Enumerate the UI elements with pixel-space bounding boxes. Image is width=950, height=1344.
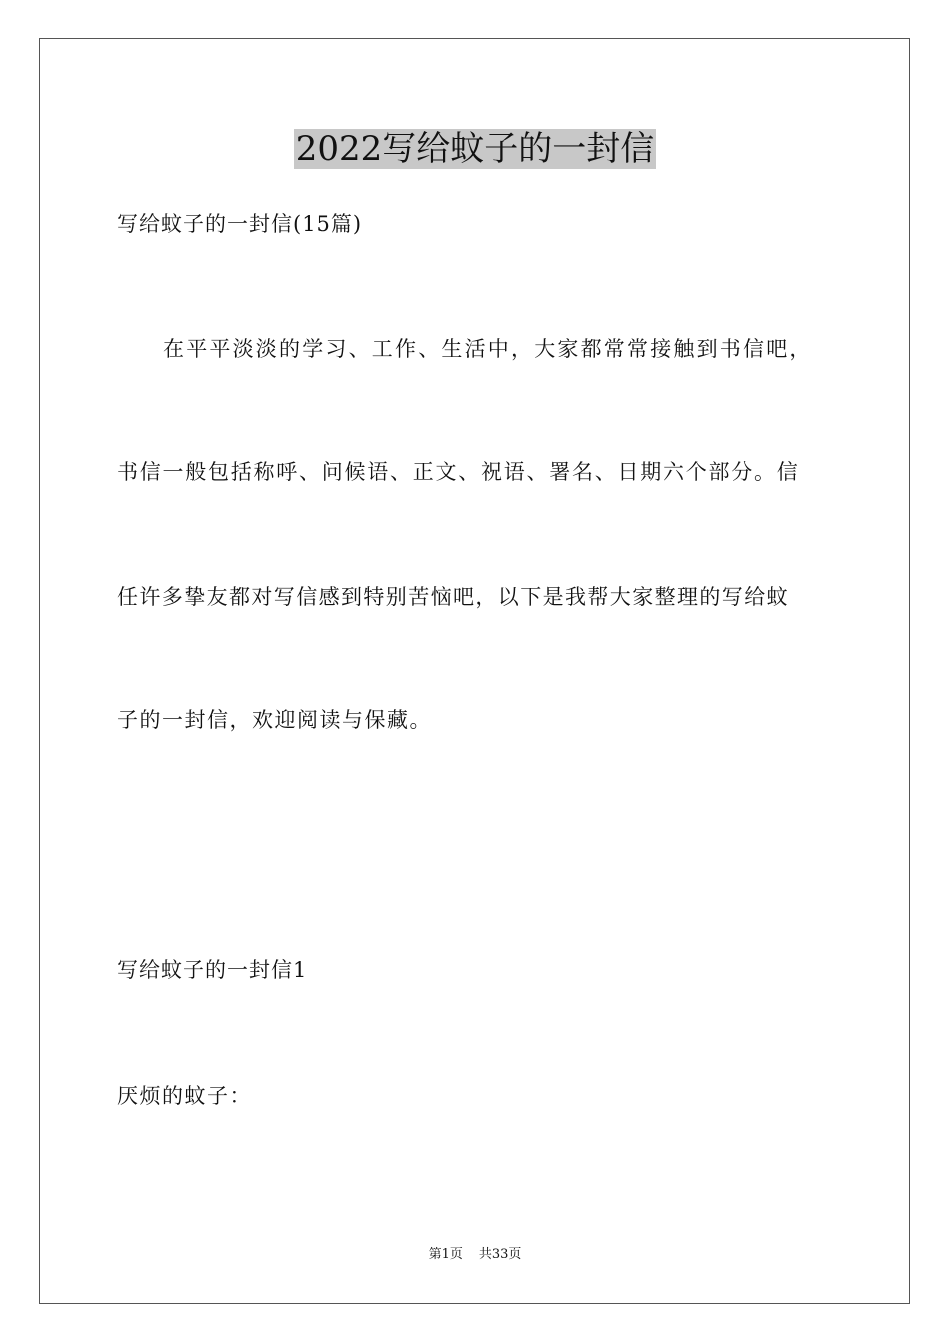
intro-line-3: 任许多挚友都对写信感到特别苦恼吧，以下是我帮大家整理的写给蚊 bbox=[117, 585, 789, 609]
document-title bbox=[0, 127, 950, 171]
intro-line-2: 书信一般包括称呼、问候语、正文、祝语、署名、日期六个部分。信 bbox=[117, 460, 800, 484]
document-title-text: 2022写给蚊子的一封信 bbox=[295, 129, 655, 169]
letter-salutation: 厌烦的蚊子： bbox=[117, 1084, 252, 1108]
document-subtitle: 写给蚊子的一封信(15篇) bbox=[117, 212, 363, 236]
intro-line-1: 在平平淡淡的学习、工作、生活中，大家都常常接触到书信吧， bbox=[163, 337, 813, 361]
page-number: 第1页 bbox=[428, 1247, 463, 1262]
section-heading: 写给蚊子的一封信1 bbox=[117, 958, 308, 982]
page-footer bbox=[0, 1246, 950, 1264]
page-total: 共33页 bbox=[478, 1247, 522, 1262]
intro-line-4: 子的一封信，欢迎阅读与保藏。 bbox=[117, 708, 432, 732]
